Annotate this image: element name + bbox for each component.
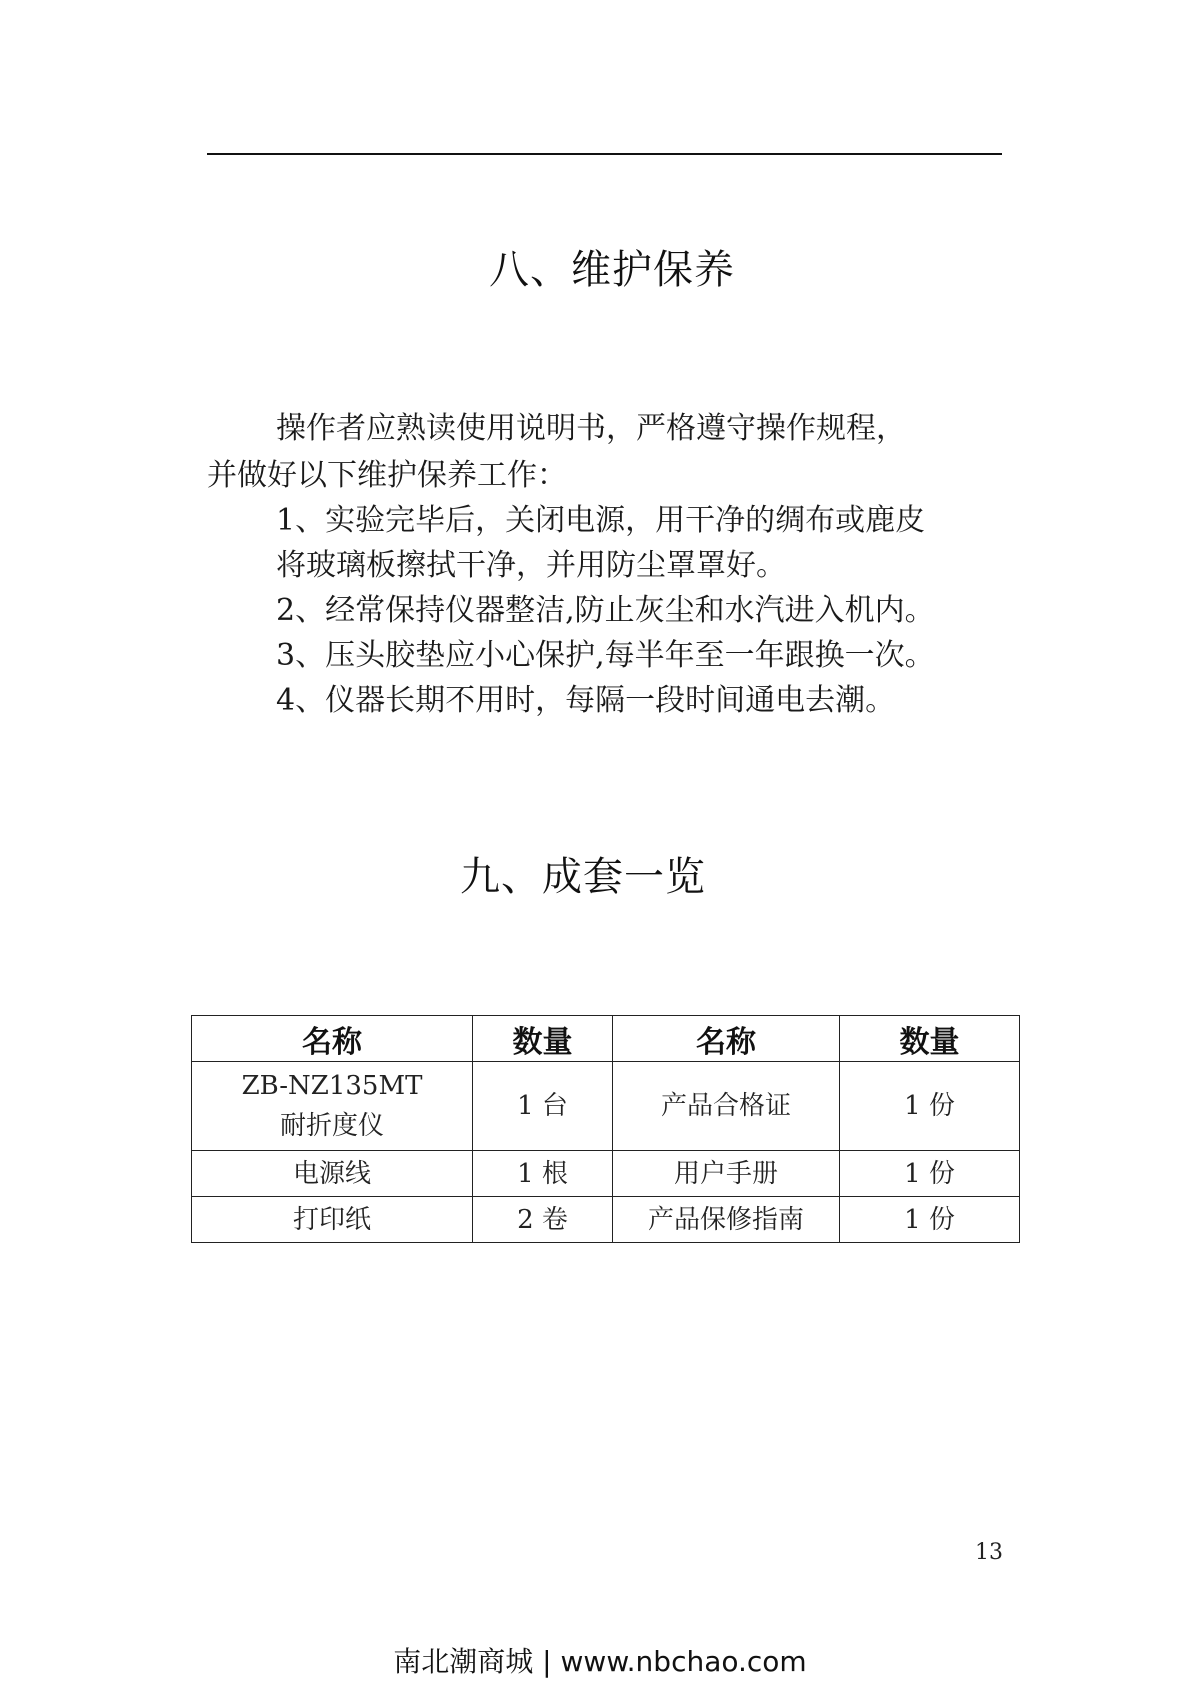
table-header-row xyxy=(192,1016,1020,1062)
maintenance-item4: 4、仪器长期不用时，每隔一段时间通电去潮。 xyxy=(276,683,896,718)
table-row xyxy=(192,1151,1020,1197)
table-cell-name: 产品合格证 xyxy=(613,1062,840,1151)
maintenance-item2: 2、经常保持仪器整洁,防止灰尘和水汽进入机内。 xyxy=(276,593,935,628)
table-cell-quantity: 2 卷 xyxy=(473,1197,613,1243)
product-name: 耐折度仪 xyxy=(279,1111,384,1141)
table-cell-name: 打印纸 xyxy=(192,1197,473,1243)
header-name-2: 名称 xyxy=(613,1016,840,1062)
table-cell-quantity: 1 根 xyxy=(473,1151,613,1197)
table-row xyxy=(192,1197,1020,1243)
table-cell-quantity: 1 份 xyxy=(840,1062,1020,1151)
table-cell-name: 电源线 xyxy=(192,1151,473,1197)
table-cell-quantity: 1 份 xyxy=(840,1151,1020,1197)
table-row xyxy=(192,1062,1020,1151)
table-cell-quantity: 1 台 xyxy=(473,1062,613,1151)
maintenance-intro-line1: 操作者应熟读使用说明书，严格遵守操作规程， xyxy=(276,411,906,446)
header-name-1: 名称 xyxy=(192,1016,473,1062)
kit-list-table xyxy=(191,1015,1020,1243)
maintenance-intro-line2: 并做好以下维护保养工作： xyxy=(207,458,567,493)
maintenance-item3: 3、压头胶垫应小心保护,每半年至一年跟换一次。 xyxy=(276,638,935,673)
footer-watermark: 南北潮商城 | www.nbchao.com xyxy=(393,1645,807,1678)
header-quantity-1: 数量 xyxy=(473,1016,613,1062)
page-number: 13 xyxy=(975,1540,1003,1565)
table-cell-quantity: 1 份 xyxy=(840,1197,1020,1243)
table-cell-name xyxy=(192,1062,473,1151)
header-quantity-2: 数量 xyxy=(840,1016,1020,1062)
maintenance-item1-line1: 1、实验完毕后，关闭电源，用干净的绸布或鹿皮 xyxy=(276,503,926,538)
header-rule xyxy=(207,153,1002,155)
table-cell-name: 用户手册 xyxy=(613,1151,840,1197)
section-title-kit-list: 九、成套一览 xyxy=(460,854,706,900)
section-title-maintenance: 八、维护保养 xyxy=(489,247,735,293)
model-number: ZB-NZ135MT xyxy=(241,1071,423,1101)
maintenance-item1-line2: 将玻璃板擦拭干净，并用防尘罩罩好。 xyxy=(276,548,786,583)
table-cell-name: 产品保修指南 xyxy=(613,1197,840,1243)
